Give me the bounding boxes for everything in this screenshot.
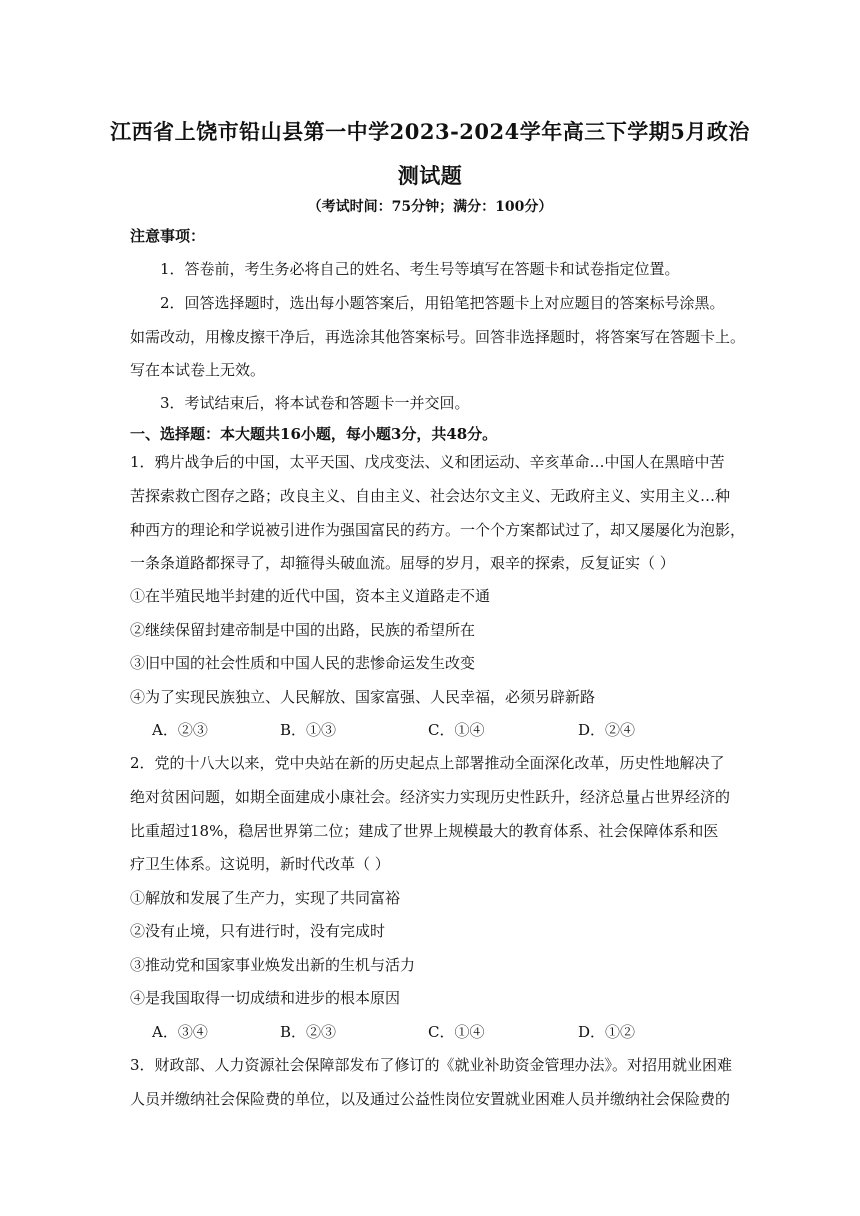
option-b: B．②③ — [280, 1023, 337, 1041]
option-d: D．②④ — [578, 721, 636, 739]
option-d: D．①② — [578, 1023, 636, 1041]
question-text: 1．鸦片战争后的中国，太平天国、戊戌变法、义和团运动、辛亥革命…中国人在黑暗中苦 — [130, 453, 725, 471]
statement: ④为了实现民族独立、人民解放、国家富强、人民幸福，必须另辟新路 — [130, 688, 596, 706]
notice-item: 3．考试结束后，将本试卷和答题卡一并交回。 — [160, 394, 470, 412]
question-text: 种西方的理论和学说被引进作为强国富民的药方。一个个方案都试过了，却又屡屡化为泡影， — [130, 521, 746, 539]
question-text: 苦探索救亡图存之路；改良主义、自由主义、社会达尔文主义、无政府主义、实用主义…种 — [130, 487, 731, 505]
statement: ③推动党和国家事业焕发出新的生机与活力 — [130, 956, 416, 974]
question-text: 人员并缴纳社会保险费的单位，以及通过公益性岗位安置就业困难人员并缴纳社会保险费的 — [130, 1090, 731, 1108]
question-text: 一条条道路都探寻了，却箍得头破血流。屈辱的岁月，艰辛的探索，反复证实（ ） — [130, 554, 675, 572]
statement: ①解放和发展了生产力，实现了共同富裕 — [130, 889, 401, 907]
statement: ④是我国取得一切成绩和进步的根本原因 — [130, 989, 401, 1007]
notice-item: 1．答卷前，考生务必将自己的姓名、考生号等填写在答题卡和试卷指定位置。 — [160, 260, 680, 278]
notice-heading: 注意事项： — [130, 227, 206, 245]
option-a: A．③④ — [152, 1023, 208, 1041]
option-b: B．①③ — [280, 721, 337, 739]
statement: ②没有止境，只有进行时，没有完成时 — [130, 922, 386, 940]
statement: ②继续保留封建帝制是中国的出路，民族的希望所在 — [130, 621, 476, 639]
option-c: C．①④ — [428, 721, 485, 739]
option-c: C．①④ — [428, 1023, 485, 1041]
question-text: 疗卫生体系。这说明，新时代改革（ ） — [130, 855, 390, 873]
notice-item: 2．回答选择题时，选出每小题答案后，用铅笔把答题卡上对应题目的答案标号涂黑。 — [160, 294, 725, 312]
option-a: A．②③ — [152, 721, 208, 739]
question-text: 比重超过18%，稳居世界第二位；建成了世界上规模最大的教育体系、社会保障体系和医 — [130, 822, 719, 840]
question-text: 2．党的十八大以来，党中央站在新的历史起点上部署推动全面深化改革，历史性地解决了 — [130, 754, 725, 772]
statement: ③旧中国的社会性质和中国人民的悲惨命运发生改变 — [130, 654, 476, 672]
notice-item: 如需改动，用橡皮擦干净后，再选涂其他答案标号。回答非选择题时，将答案写在答题卡上。 — [130, 328, 746, 346]
exam-info: （考试时间：75分钟；满分：100分） — [307, 199, 553, 215]
statement: ①在半殖民地半封建的近代中国，资本主义道路走不通 — [130, 587, 491, 605]
notice-item: 写在本试卷上无效。 — [130, 361, 266, 379]
question-text: 3．财政部、人力资源社会保障部发布了修订的《就业补助资金管理办法》。对招用就业困难 — [130, 1056, 733, 1074]
document-title-line2: 测试题 — [397, 163, 463, 188]
section-heading: 一、选择题：本大题共16小题，每小题3分，共48分。 — [130, 425, 498, 443]
question-text: 绝对贫困问题，如期全面建成小康社会。经济实力实现历史性跃升，经济总量占世界经济的 — [130, 788, 731, 806]
document-title-line1: 江西省上饶市铅山县第一中学2023-2024学年高三下学期5月政治 — [110, 119, 750, 144]
